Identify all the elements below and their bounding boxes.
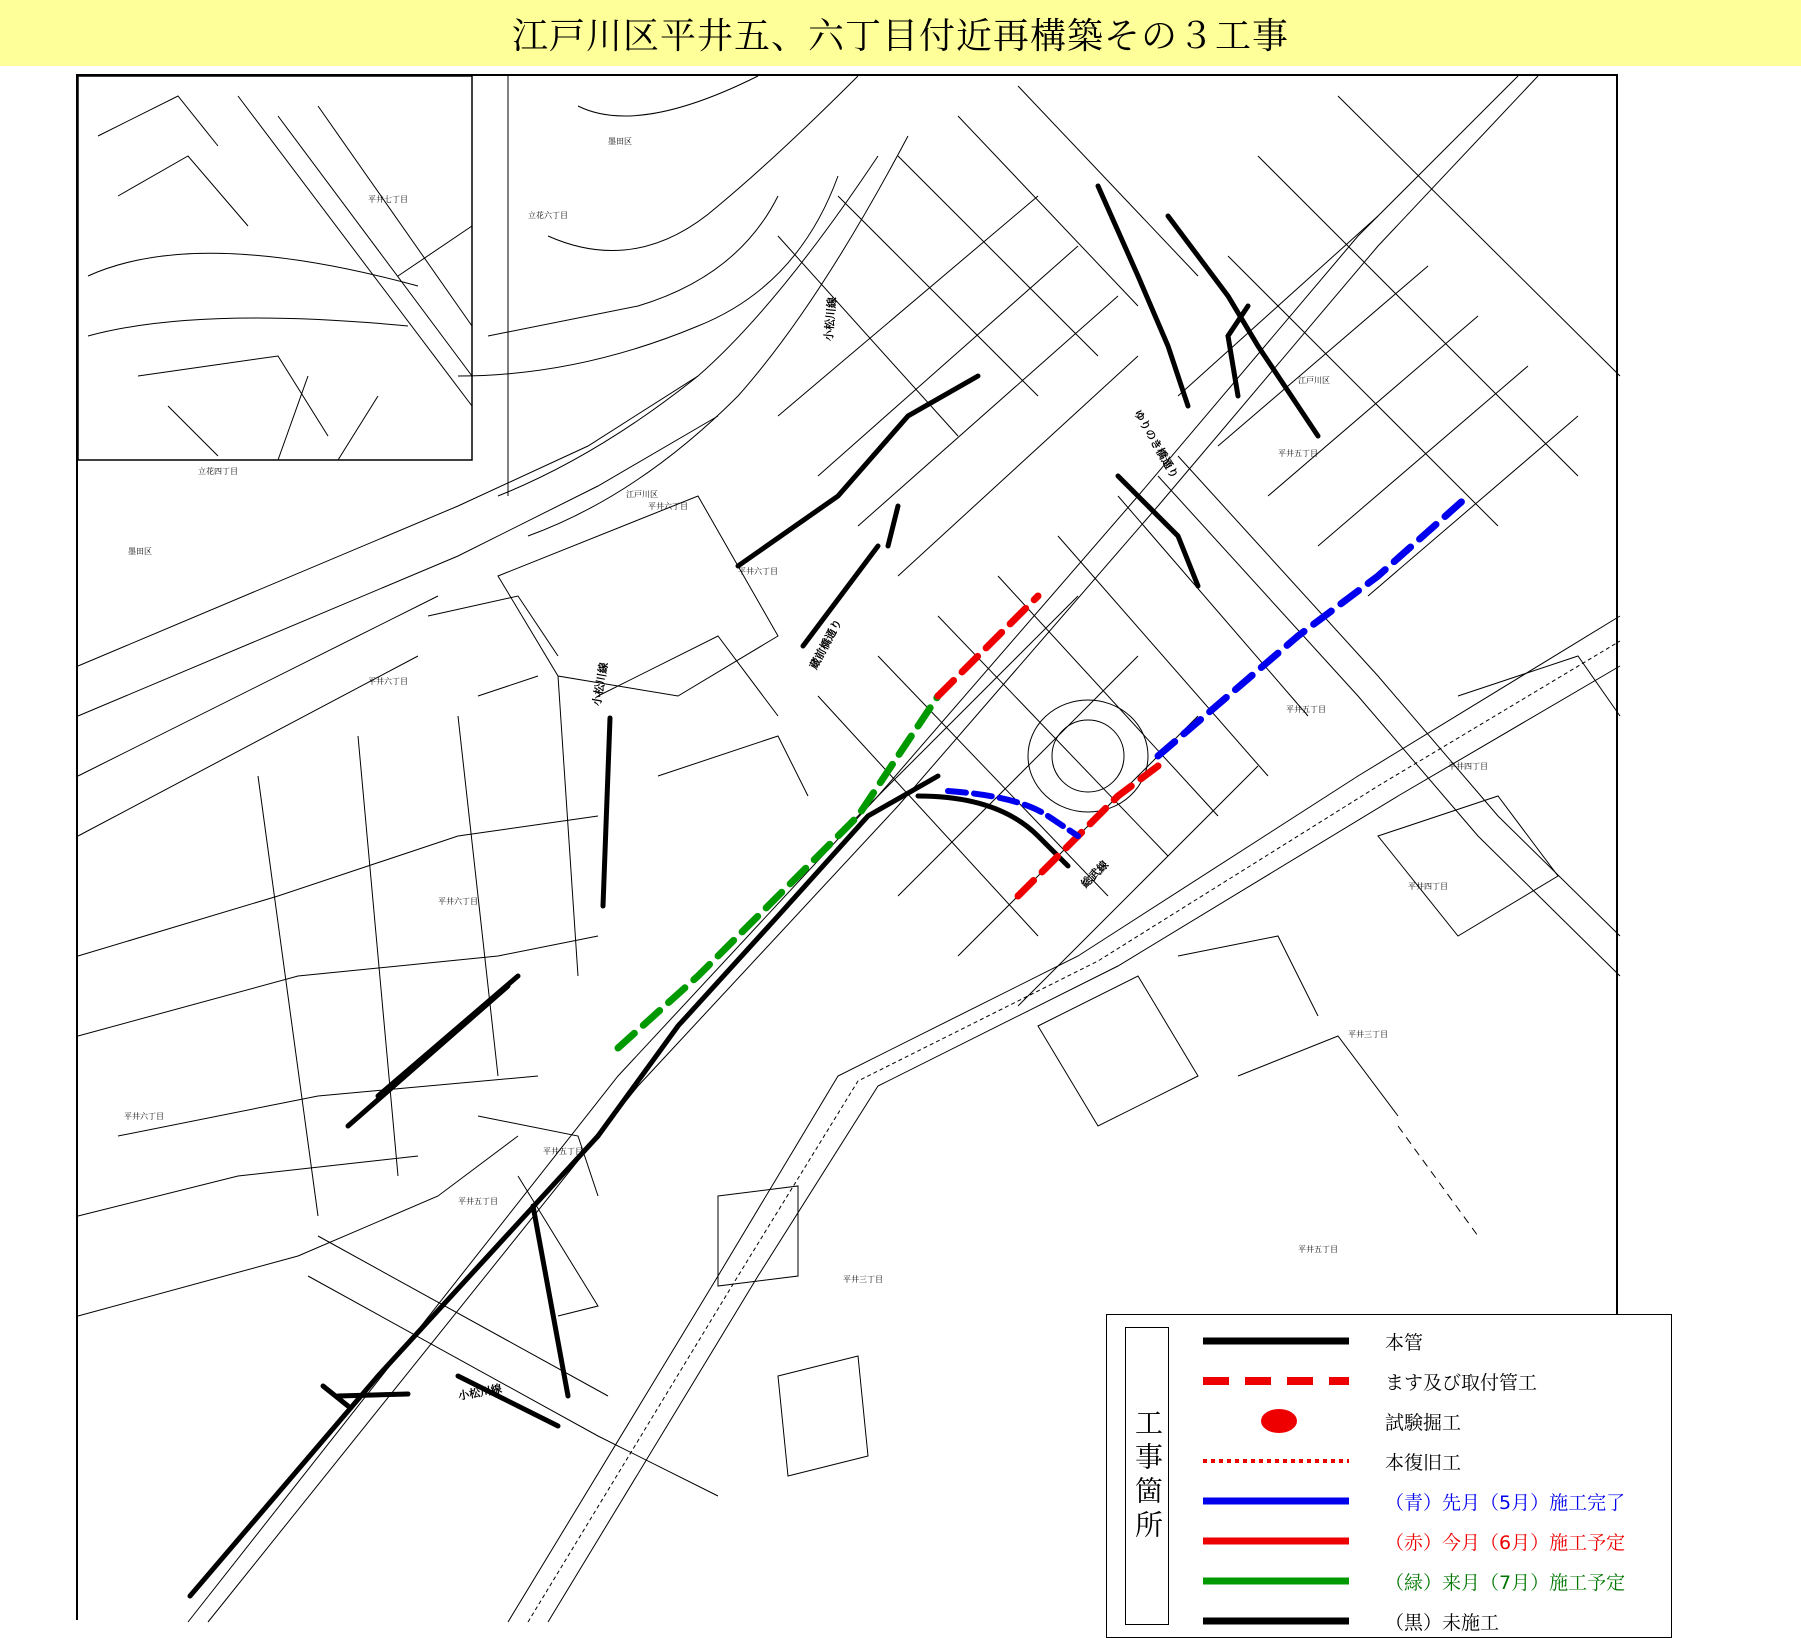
area-label: 墨田区 <box>608 137 632 146</box>
main-pipe-upper <box>738 376 978 566</box>
main-pipe-sw <box>190 1136 598 1596</box>
legend-label: （緑）来月（7月）施工予定 <box>1385 1571 1626 1594</box>
area-label: 平井六丁目 <box>438 897 478 906</box>
road-label: 小松川線 <box>822 296 839 342</box>
area-label: 平井三丁目 <box>1348 1030 1388 1039</box>
area-label: 江戸川区 <box>626 490 658 499</box>
legend-item <box>1199 1327 1659 1355</box>
legend-label: （赤）今月（6月）施工予定 <box>1385 1531 1626 1554</box>
area-label: 墨田区 <box>128 547 152 556</box>
legend-item <box>1199 1367 1659 1395</box>
legend-item <box>1199 1487 1659 1515</box>
line-this-month-upper <box>938 596 1038 696</box>
legend-swatch-solid <box>1199 1327 1355 1355</box>
area-label: 平井五丁目 <box>1286 705 1326 714</box>
legend-item <box>1199 1527 1659 1555</box>
area-label: 平井六丁目 <box>124 1112 164 1121</box>
road-label: 小松川線 <box>457 1382 503 1403</box>
legend-title-box <box>1125 1327 1169 1625</box>
main-pipe-ne-1 <box>1098 186 1188 406</box>
area-label: 平井三丁目 <box>843 1275 883 1284</box>
area-label: 平井七丁目 <box>368 195 408 204</box>
area-label: 平井五丁目 <box>458 1197 498 1206</box>
area-label: 立花六丁目 <box>528 211 568 220</box>
legend-label: 試験掘工 <box>1385 1411 1462 1434</box>
area-label: 平井四丁目 <box>1408 882 1448 891</box>
road-label: 総武線 <box>1078 858 1112 891</box>
area-label: 立花四丁目 <box>198 467 238 476</box>
main-pipe-branch <box>603 718 610 906</box>
area-label: 平井六丁目 <box>368 677 408 686</box>
legend-swatch-solid <box>1199 1487 1355 1515</box>
page-title: 江戸川区平井五、六丁目付近再構築その３工事 <box>511 15 1289 57</box>
main-pipe-ne-2 <box>1168 216 1318 436</box>
legend-label: （黒）未施工 <box>1385 1611 1500 1634</box>
main-pipe-yuri <box>1118 476 1198 586</box>
legend-swatch-solid <box>1199 1527 1355 1555</box>
inset-map-frame <box>78 76 472 460</box>
legend-label: （青）先月（5月）施工完了 <box>1385 1491 1626 1514</box>
line-last-month-curve <box>948 791 1078 836</box>
legend-swatch-dot <box>1199 1447 1355 1475</box>
line-next-month <box>618 696 938 1048</box>
area-label: 平井六丁目 <box>738 567 778 576</box>
area-label: 平井四丁目 <box>1448 762 1488 771</box>
area-label: 平井五丁目 <box>1278 449 1318 458</box>
legend-label: 本復旧工 <box>1385 1451 1462 1474</box>
legend-item <box>1199 1447 1659 1475</box>
legend <box>1106 1314 1672 1638</box>
legend-swatch-solid <box>1199 1607 1355 1635</box>
area-label: 平井六丁目 <box>648 502 688 511</box>
main-pipe-north <box>888 506 898 546</box>
road-label: ゆりのき橋通り <box>1131 407 1181 481</box>
line-last-month <box>1158 496 1468 756</box>
area-label: 平井五丁目 <box>1298 1245 1338 1254</box>
area-label: 江戸川区 <box>1298 376 1330 385</box>
legend-label: ます及び取付管工 <box>1385 1371 1538 1394</box>
road-label: 蔵前橋通り <box>807 616 845 672</box>
legend-item <box>1199 1407 1659 1435</box>
legend-swatch-ellipse <box>1199 1407 1355 1435</box>
area-label: 平井五丁目 <box>543 1147 583 1156</box>
road-label: 小松川線 <box>590 661 611 707</box>
legend-swatch-solid <box>1199 1567 1355 1595</box>
map-frame[interactable] <box>76 74 1626 1634</box>
main-pipe-south <box>348 976 518 1126</box>
legend-item <box>1199 1567 1659 1595</box>
legend-label: 本管 <box>1385 1331 1424 1354</box>
legend-swatch-dash <box>1199 1367 1355 1395</box>
title-bar <box>0 0 1801 66</box>
legend-item <box>1199 1607 1659 1635</box>
legend-title: 工事箇所 <box>1131 1408 1164 1544</box>
